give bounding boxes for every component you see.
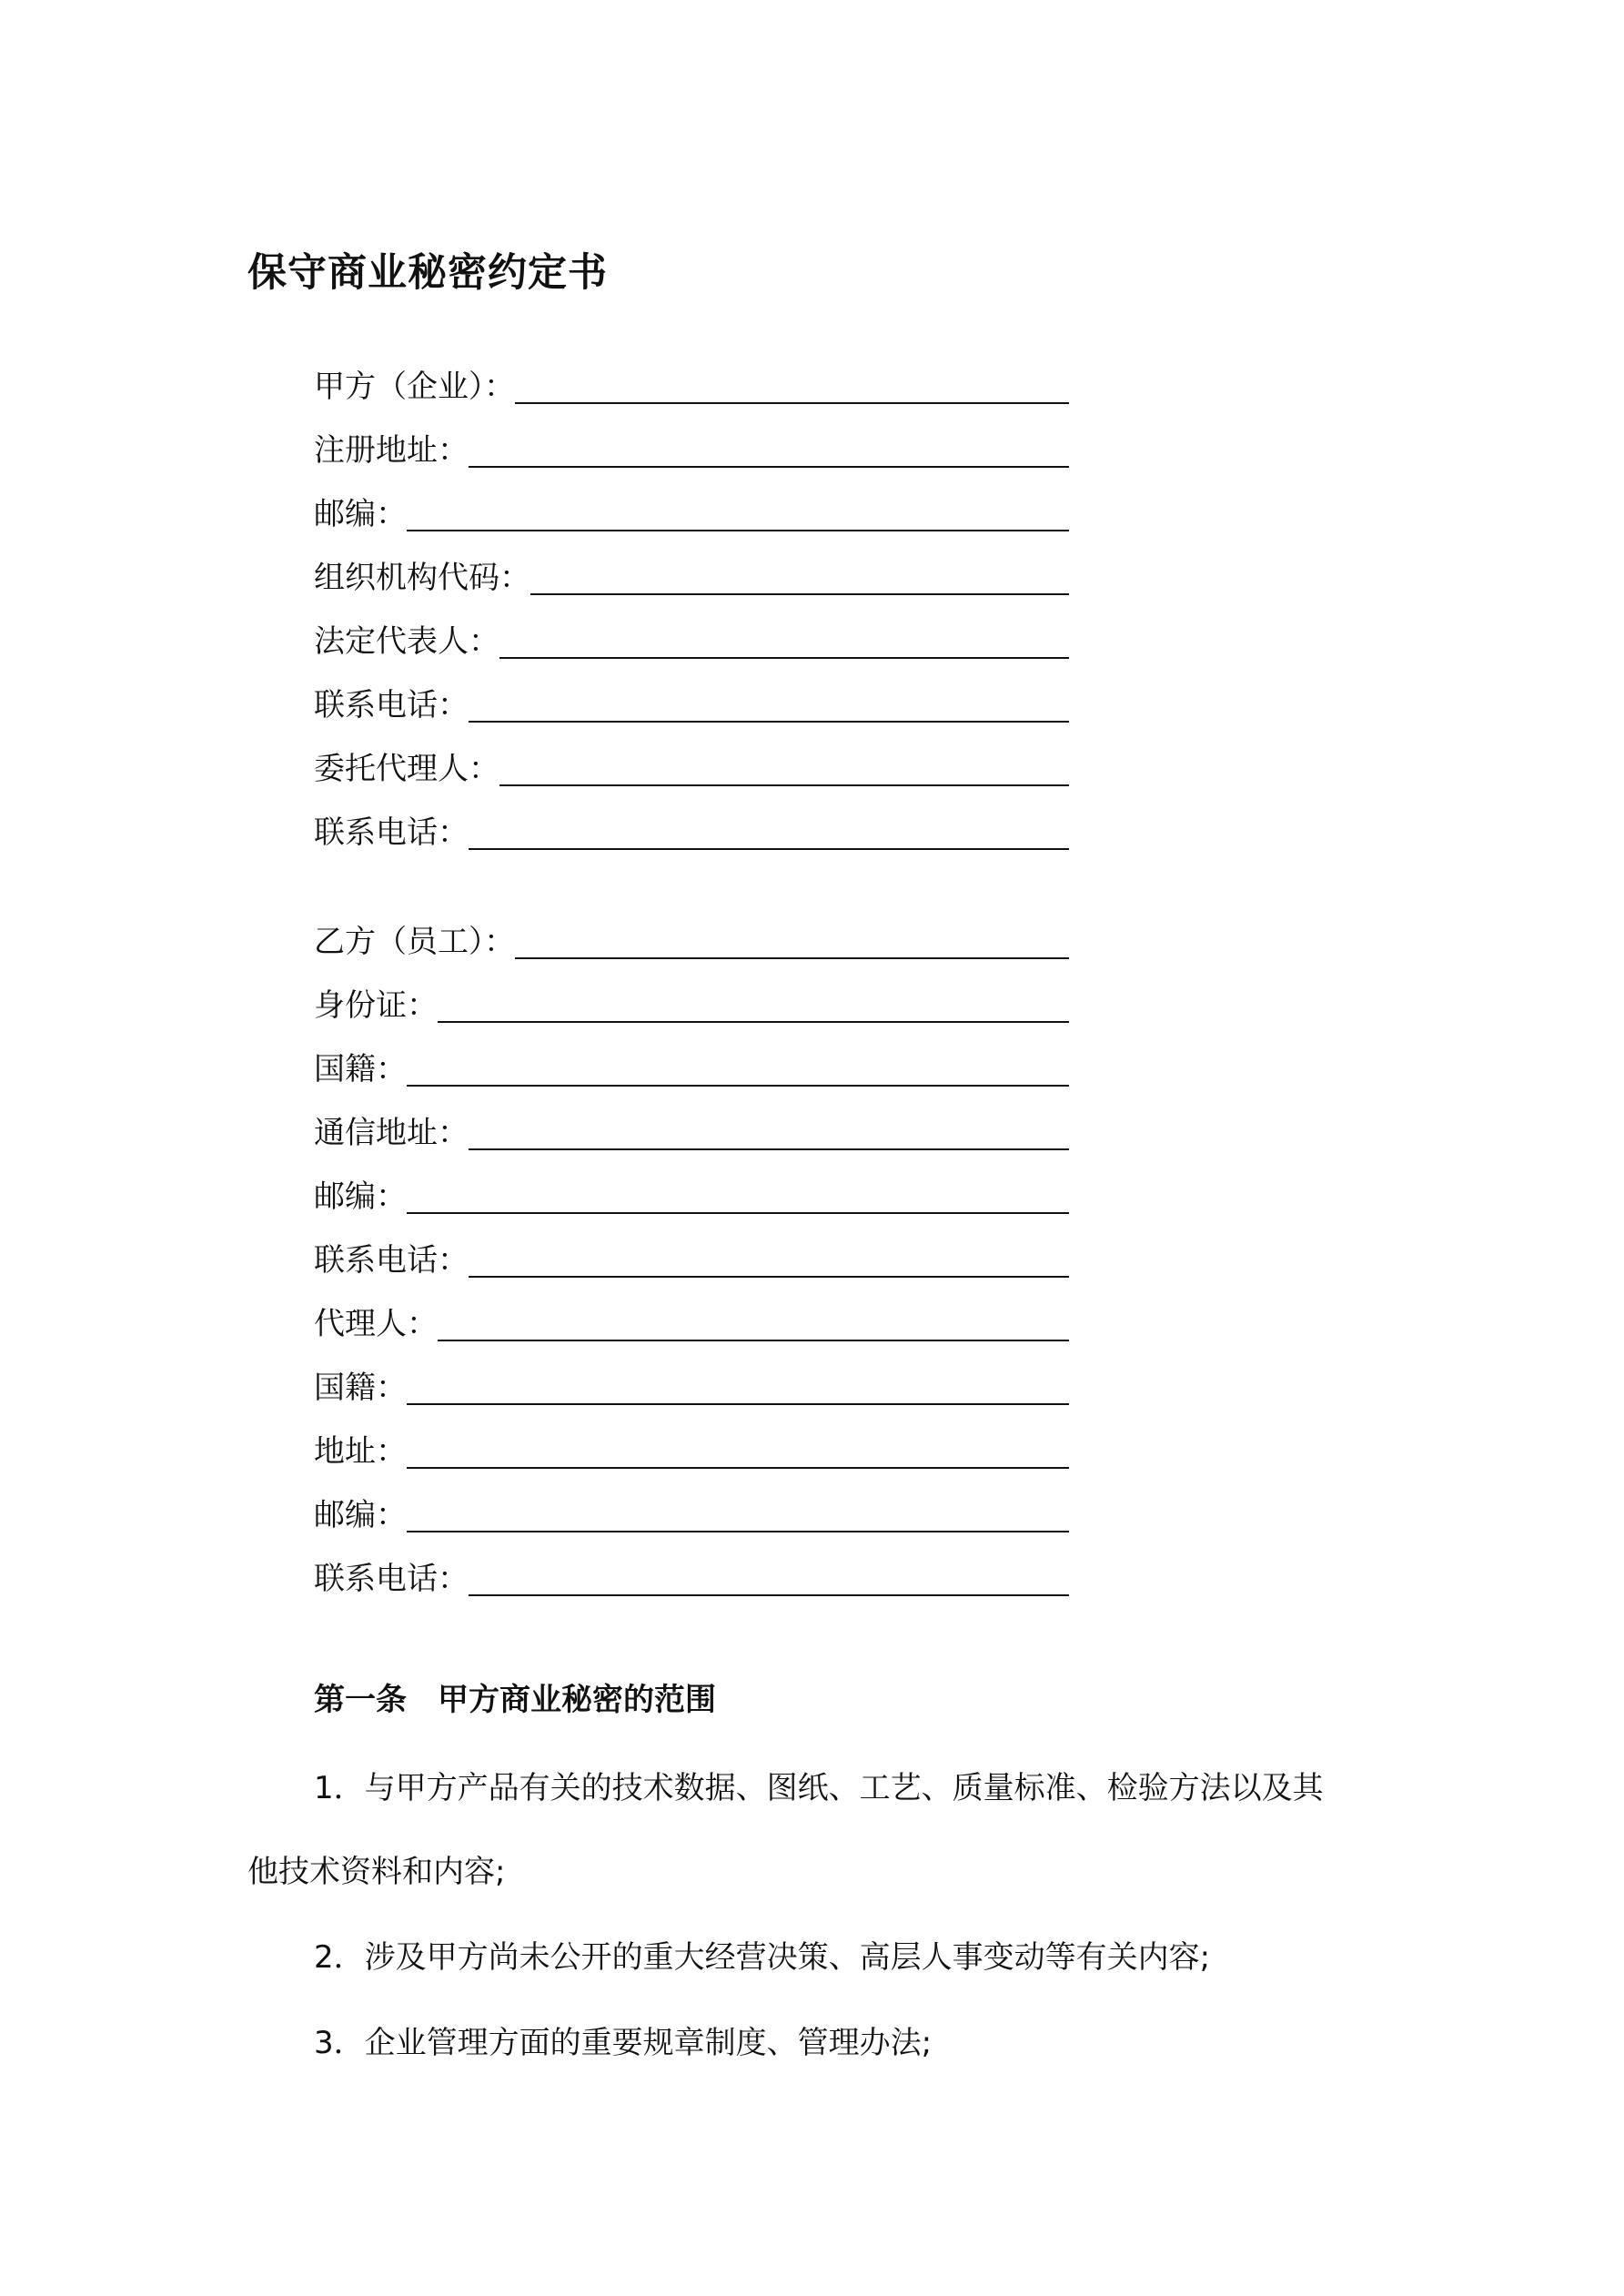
party-b-agent-address-field[interactable] [314, 1420, 1069, 1474]
party-b-agent-field[interactable] [314, 1292, 1069, 1347]
field-label: 国籍： [314, 1051, 407, 1087]
field-label: 通信地址： [314, 1115, 469, 1151]
field-label: 邮编： [314, 496, 407, 532]
article-1-item-3: 3．企业管理方面的重要规章制度、管理办法; [314, 2025, 933, 2061]
party-b-postcode-field[interactable] [314, 1165, 1069, 1219]
field-label: 甲方（企业）： [314, 369, 515, 405]
field-label: 注册地址： [314, 432, 469, 469]
field-label: 邮编： [314, 1497, 407, 1533]
field-label: 身份证： [314, 987, 438, 1024]
field-label: 联系电话： [314, 1242, 469, 1279]
article-1-heading: 第一条 甲方商业秘密的范围 [314, 1682, 716, 1718]
blank-line[interactable] [407, 1467, 1069, 1469]
blank-line[interactable] [407, 1212, 1069, 1214]
blank-line[interactable] [515, 957, 1069, 959]
party-b-employee-field[interactable] [314, 910, 1069, 965]
blank-line[interactable] [438, 1021, 1069, 1023]
blank-line[interactable] [469, 848, 1069, 850]
blank-line[interactable] [469, 721, 1069, 723]
party-a-phone-field[interactable] [314, 673, 1069, 728]
blank-line[interactable] [530, 593, 1069, 595]
field-label: 法定代表人： [314, 623, 499, 660]
blank-line[interactable] [469, 1148, 1069, 1150]
party-b-id-card-field[interactable] [314, 974, 1069, 1028]
article-1-item-1-line-1: 1．与甲方产品有关的技术数据、图纸、工艺、质量标准、检验方法以及其 [314, 1770, 1324, 1806]
party-a-agent-phone-field[interactable] [314, 801, 1069, 855]
field-label: 国籍： [314, 1370, 407, 1406]
field-label: 联系电话： [314, 814, 469, 851]
blank-line[interactable] [469, 1276, 1069, 1278]
party-a-postcode-field[interactable] [314, 482, 1069, 537]
party-a-legal-rep-field[interactable] [314, 610, 1069, 664]
party-a-org-code-field[interactable] [314, 546, 1069, 601]
article-1-item-2: 2．涉及甲方尚未公开的重大经营决策、高层人事变动等有关内容; [314, 1939, 1211, 1976]
party-b-agent-nationality-field[interactable] [314, 1356, 1069, 1411]
blank-line[interactable] [407, 1403, 1069, 1405]
blank-line[interactable] [407, 1085, 1069, 1087]
field-label: 地址： [314, 1433, 407, 1470]
party-a-registered-address-field[interactable] [314, 419, 1069, 473]
field-label: 邮编： [314, 1178, 407, 1215]
article-1-item-1-line-2: 他技术资料和内容; [247, 1854, 506, 1890]
field-label: 代理人： [314, 1306, 438, 1342]
field-label: 委托代理人： [314, 751, 499, 787]
blank-line[interactable] [438, 1340, 1069, 1341]
party-b-agent-phone-field[interactable] [314, 1547, 1069, 1602]
field-label: 联系电话： [314, 687, 469, 723]
document-title: 保守商业秘密约定书 [247, 250, 608, 296]
blank-line[interactable] [515, 402, 1069, 404]
party-a-agent-field[interactable] [314, 737, 1069, 792]
field-label: 乙方（员工）： [314, 924, 515, 960]
blank-line[interactable] [469, 1594, 1069, 1596]
blank-line[interactable] [469, 466, 1069, 468]
blank-line[interactable] [407, 1531, 1069, 1532]
party-a-company-field[interactable] [314, 355, 1069, 410]
party-b-nationality-field[interactable] [314, 1037, 1069, 1092]
field-label: 组织机构代码： [314, 560, 530, 596]
blank-line[interactable] [499, 657, 1069, 659]
blank-line[interactable] [407, 530, 1069, 531]
field-label: 联系电话： [314, 1561, 469, 1597]
party-b-agent-postcode-field[interactable] [314, 1483, 1069, 1538]
party-b-phone-field[interactable] [314, 1229, 1069, 1283]
party-b-mailing-address-field[interactable] [314, 1101, 1069, 1156]
blank-line[interactable] [499, 784, 1069, 786]
